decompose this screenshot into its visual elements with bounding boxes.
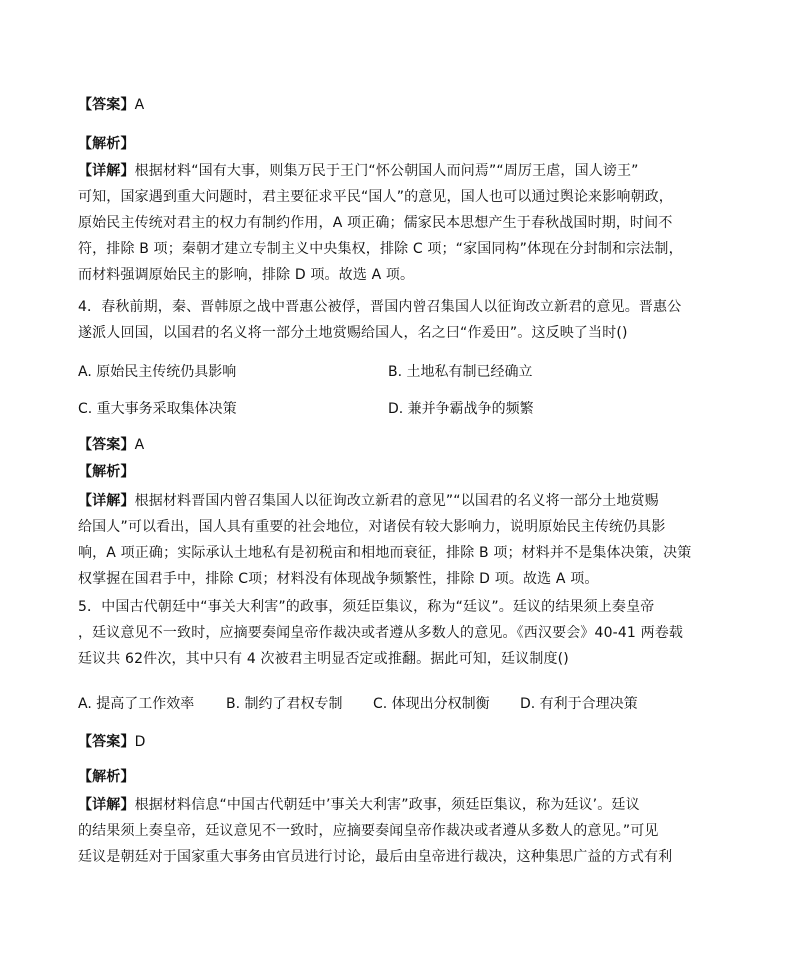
q4-detail (78, 488, 692, 592)
detail-line: 符，排除 B 项；秦朝才建立专制主义中央集权，排除 C 项；“家国同构”体现在分封制和宗法制， (78, 241, 683, 257)
answer-value: A (134, 97, 145, 113)
option-d[interactable]: D. 兼并争霸战争的频繁 (388, 401, 534, 417)
option-b[interactable]: B. 制约了君权专制 (226, 696, 343, 712)
stem-line: ，廷议意见不一致时，应摘要奏闻皇帝作裁决或者遵从多数人的意见。《西汉要会》40-41 两卷载 (78, 625, 684, 641)
q4-answer (78, 432, 678, 458)
stem-line: 5．中国古代朝廷中“事关大利害”的政事，须廷臣集议，称为“廷议”。廷议的结果须上奏皇帝 (78, 599, 655, 615)
q4-analysis-label: 【解析】 (78, 464, 135, 480)
detail-line: 廷议是朝廷对于国家重大事务由官员进行讨论，最后由皇帝进行裁决，这种集思广益的方式有利 (78, 849, 673, 865)
option-c[interactable]: C. 重大事务采取集体决策 (78, 401, 237, 417)
detail-line: 的结果须上奏皇帝，廷议意见不一致时，应摘要奏闻皇帝作裁决或者遵从多数人的意见。”可见 (78, 823, 659, 839)
detail-line: 而材料强调原始民主的影响，排除 D 项。故选 A 项。 (78, 267, 415, 283)
detail-label: 【详解】 (78, 163, 135, 179)
option-c[interactable]: C. 体现出分权制衡 (373, 696, 490, 712)
stem-line: 4．春秋前期，秦、晋韩原之战中晋惠公被俘，晋国内曾召集国人以征询改立新君的意见。晋惠公 (78, 299, 682, 315)
detail-line: 权掌握在国君手中，排除 C项；材料没有体现战争频繁性，排除 D 项。故选 A 项。 (78, 571, 599, 587)
stem-line: 廷议共 62件次，其中只有 4 次被君主明显否定或推翻。据此可知，廷议制度() (78, 651, 569, 667)
detail-line: 原始民主传统对君主的权力有制约作用，A 项正确；儒家民本思想产生于春秋战国时期，时间不 (78, 215, 673, 231)
q3-detail (78, 158, 683, 288)
detail-label: 【详解】 (78, 493, 135, 509)
option-a[interactable]: A. 提高了工作效率 (78, 696, 195, 712)
detail-line: 给国人”可以看出，国人具有重要的社会地位，对诸侯有较大影响力，说明原始民主传统仍具影 (78, 519, 666, 535)
q4-stem (78, 294, 682, 346)
option-a[interactable]: A. 原始民主传统仍具影响 (78, 364, 237, 380)
stem-line: 遂派人回国，以国君的名义将一部分土地赏赐给国人，名之曰“作爰田”。这反映了当时() (78, 325, 628, 341)
answer-label: 【答案】 (78, 437, 135, 453)
answer-label: 【答案】 (78, 734, 135, 750)
q5-answer (78, 729, 678, 755)
option-d[interactable]: D. 有利于合理决策 (520, 696, 638, 712)
q3-analysis-label: 【解析】 (78, 136, 135, 152)
detail-label: 【详解】 (78, 797, 135, 813)
q5-stem (78, 594, 684, 672)
answer-label: 【答案】 (78, 97, 135, 113)
q5-detail (78, 792, 678, 870)
answer-value: A (134, 437, 145, 453)
q3-answer (78, 92, 678, 118)
option-b[interactable]: B. 土地私有制已经确立 (388, 364, 533, 380)
detail-line: 响，A 项正确；实际承认土地私有是初税亩和相地而衰征，排除 B 项；材料并不是集体决策，决策 (78, 545, 692, 561)
detail-line: 【详解】根据材料“国有大事，则集万民于王门“怀公朝国人而问焉”“周厉王虐，国人谤王” (78, 163, 639, 179)
detail-line: 可知，国家遇到重大问题时，君主要征求平民“国人”的意见，国人也可以通过舆论来影响朝政， (78, 189, 673, 205)
detail-line: 【详解】根据材料信息“中国古代朝廷中’事关大利害”政事，须廷臣集议，称为廷议’。廷议 (78, 797, 640, 813)
answer-value: D (134, 734, 146, 750)
q5-analysis-label: 【解析】 (78, 769, 135, 785)
detail-line: 【详解】根据材料晋国内曾召集国人以征询改立新君的意见”“以国君的名义将一部分土地赏赐 (78, 493, 659, 509)
